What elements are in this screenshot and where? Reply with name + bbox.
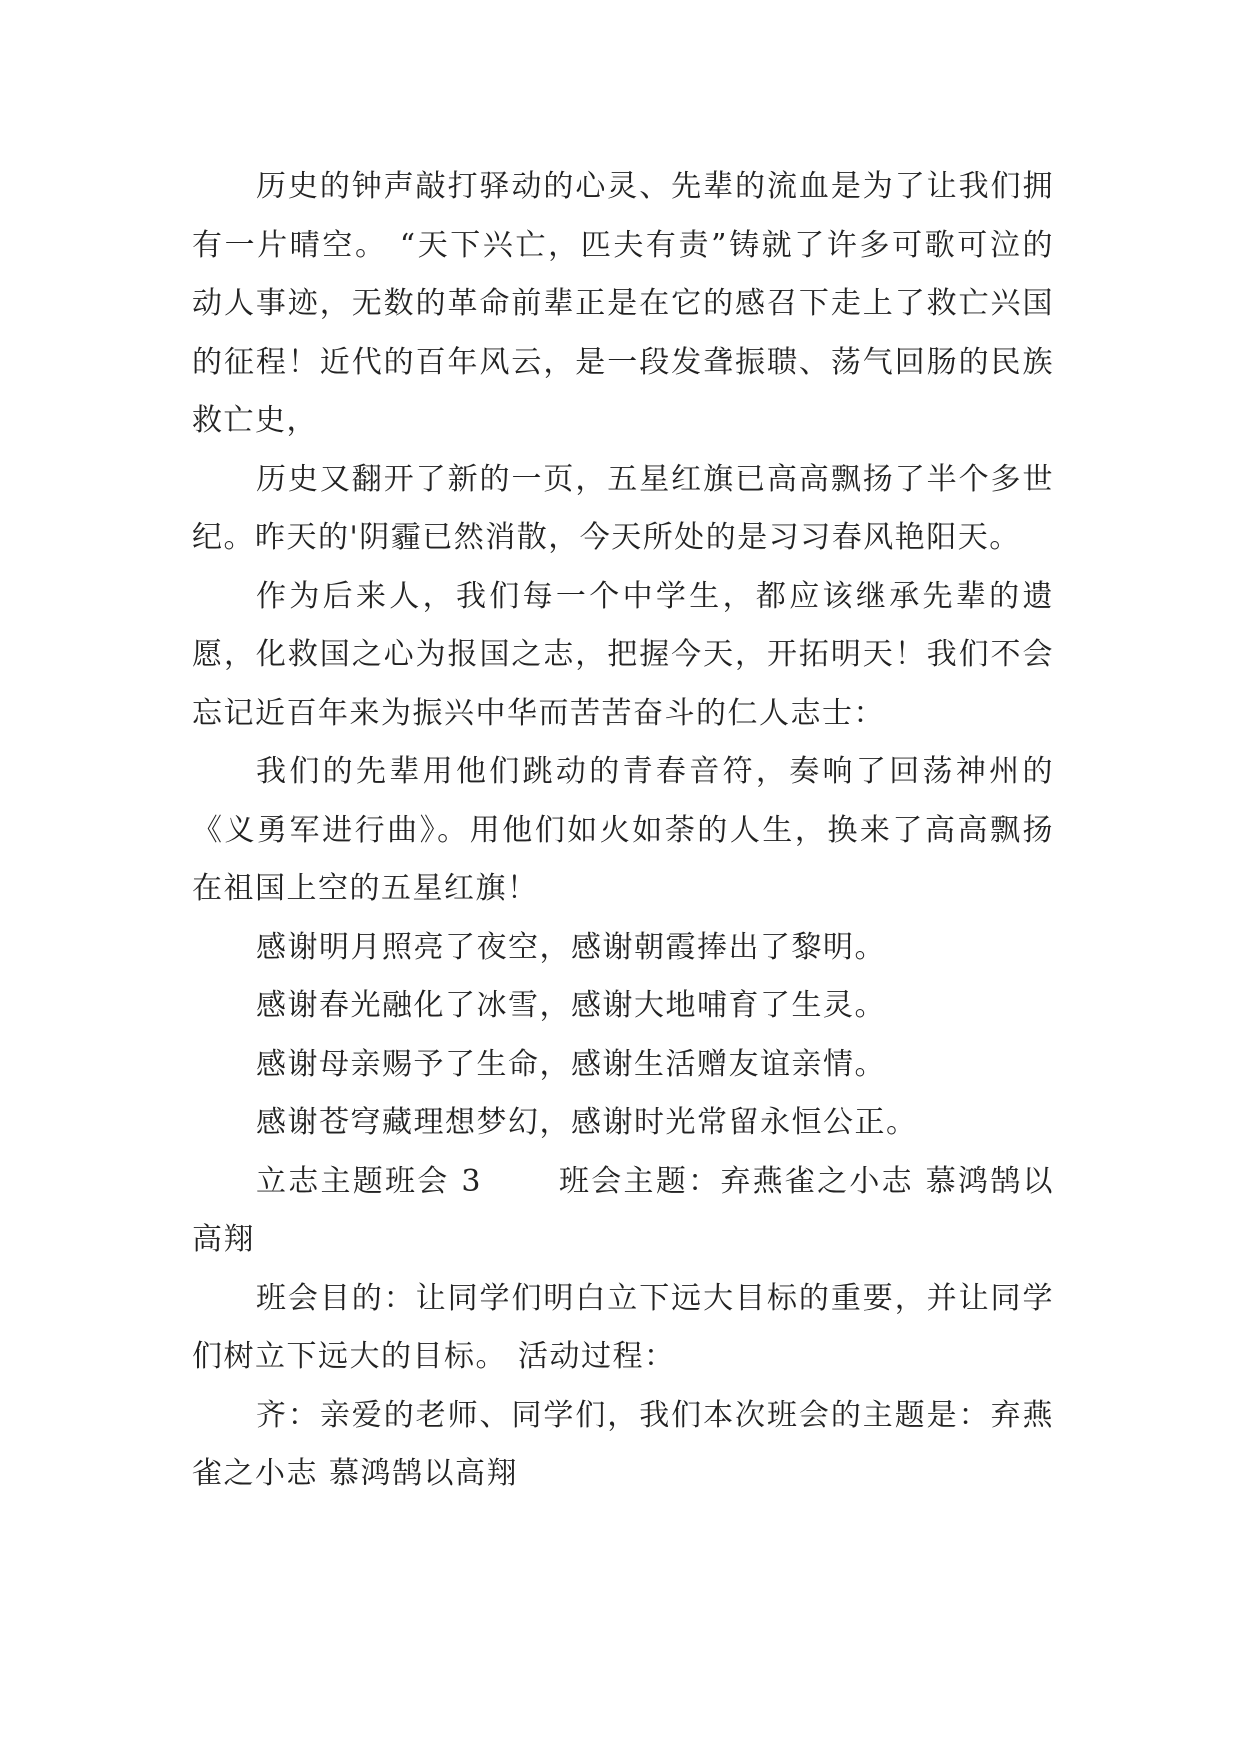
paragraph-thanks-mother: 感谢母亲赐予了生命，感谢生活赠友谊亲情。 — [256, 1046, 886, 1082]
paragraph-thanks-spring: 感谢春光融化了冰雪，感谢大地哺育了生灵。 — [256, 988, 886, 1023]
paragraph-new-page: 历史又翻开了新的一页，五星红旗已高高飘扬了半个多世纪。昨天的'阴霾已然消散，今天所处的是习习春风艳阳天。 — [192, 461, 1054, 555]
paragraph-class-meeting-goal: 班会目的：让同学们明白立下远大目标的重要，并让同学们树立下远大的目标。 活动过程： — [192, 1280, 1054, 1374]
paragraph-thanks-sky: 感谢苍穹藏理想梦幻，感谢时光常留永恒公正。 — [256, 1105, 918, 1140]
paragraph-ancestors: 我们的先辈用他们跳动的青春音符，奏响了回荡神州的《义勇军进行曲》。用他们如火如荼的人生，换来了高高飘扬在祖国上空的五星红旗！ — [192, 754, 1054, 906]
paragraph-opening: 齐：亲爱的老师、同学们，我们本次班会的主题是：弃燕雀之小志 慕鸿鹄以高翔 — [192, 1397, 1054, 1491]
paragraph-thanks-moon: 感谢明月照亮了夜空，感谢朝霞捧出了黎明。 — [256, 929, 886, 965]
paragraph-class-meeting-theme: 立志主题班会 3 班会主题：弃燕雀之小志 慕鸿鹄以高翔 — [192, 1163, 1054, 1257]
paragraph-successors: 作为后来人，我们每一个中学生，都应该继承先辈的遗愿，化救国之心为报国之志，把握今天，开拓明天！我们不会忘记近百年来为振兴中华而苦苦奋斗的仁人志士： — [192, 578, 1054, 731]
document-body — [192, 158, 1054, 1504]
paragraph-history-bell: 历史的钟声敲打驿动的心灵、先辈的流血是为了让我们拥有一片晴空。 “天下兴亡，匹夫有责”铸就了许多可歌可泣的动人事迹，无数的革命前辈正是在它的感召下走上了救亡兴国的征程！近代的百年风云，是一段发聋振聩、荡气回肠的民族救亡史， — [192, 169, 1054, 438]
